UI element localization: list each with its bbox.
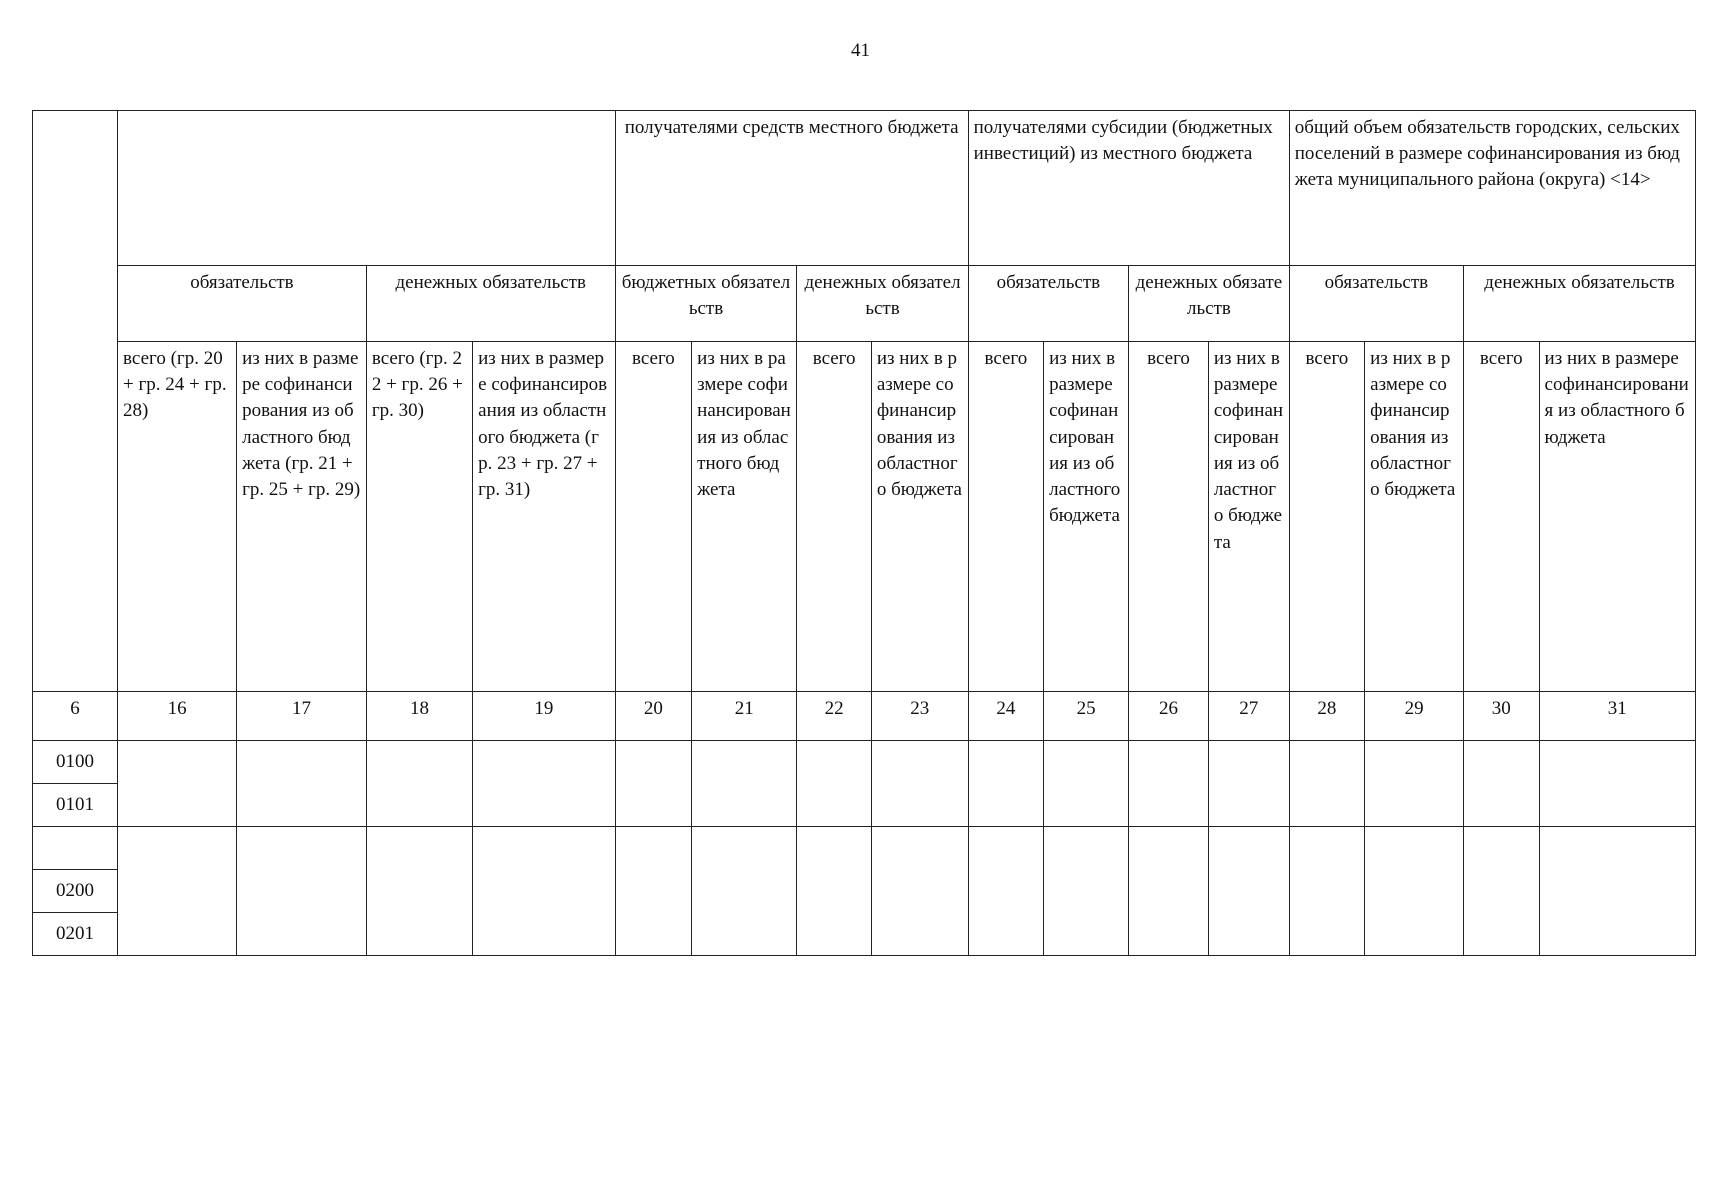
row-code: 0101 xyxy=(33,784,118,827)
header-total: всего xyxy=(797,342,871,692)
column-number: 22 xyxy=(797,692,871,741)
data-cell[interactable] xyxy=(1365,827,1464,956)
data-cell[interactable] xyxy=(1539,741,1695,827)
data-cell[interactable] xyxy=(1129,741,1209,827)
data-cell[interactable] xyxy=(1365,741,1464,827)
data-cell[interactable] xyxy=(797,741,871,827)
table-row xyxy=(33,827,1696,870)
data-cell[interactable] xyxy=(473,741,615,827)
column-number: 29 xyxy=(1365,692,1464,741)
header-monetary: денежных обязательств xyxy=(1464,266,1696,342)
corner-cell xyxy=(33,111,118,692)
header-total: всего xyxy=(615,342,692,692)
header-obligations: обязательств xyxy=(1289,266,1463,342)
header-blank-cell xyxy=(118,111,616,266)
row-code: 0100 xyxy=(33,741,118,784)
header-group-total: общий объем обязательств городских, сельских поселений в размере софинансирования из бюджета муниципального района (округа) <14> xyxy=(1289,111,1695,266)
header-monetary: денежных обязательств xyxy=(366,266,615,342)
data-cell[interactable] xyxy=(615,827,692,956)
data-cell[interactable] xyxy=(1208,741,1289,827)
column-number: 6 xyxy=(33,692,118,741)
data-cell[interactable] xyxy=(473,827,615,956)
header-of-which: из них в размере софинансирования из областного бюджета xyxy=(692,342,797,692)
data-cell[interactable] xyxy=(118,827,237,956)
data-cell[interactable] xyxy=(1464,741,1539,827)
header-group-local: получателями средств местного бюджета xyxy=(615,111,968,266)
data-cell[interactable] xyxy=(968,827,1043,956)
column-number: 18 xyxy=(366,692,472,741)
column-number: 27 xyxy=(1208,692,1289,741)
data-cell[interactable] xyxy=(237,741,367,827)
data-cell[interactable] xyxy=(1289,741,1364,827)
header-total: всего xyxy=(1129,342,1209,692)
header-monetary: денежных обязательств xyxy=(797,266,968,342)
table-row xyxy=(33,741,1696,784)
data-cell[interactable] xyxy=(237,827,367,956)
column-number: 21 xyxy=(692,692,797,741)
header-of-which: из них в размере софинансирования из областного бюджета xyxy=(1539,342,1695,692)
column-number: 24 xyxy=(968,692,1043,741)
row-code xyxy=(33,827,118,870)
header-group-subsidy: получателями субсидии (бюджетных инвестиций) из местного бюджета xyxy=(968,111,1289,266)
data-cell[interactable] xyxy=(1044,741,1129,827)
data-cell[interactable] xyxy=(797,827,871,956)
header-monetary: денежных обязательств xyxy=(1129,266,1290,342)
header-of-which: из них в размере софинансирования из областного бюджета xyxy=(871,342,968,692)
column-number: 23 xyxy=(871,692,968,741)
data-cell[interactable] xyxy=(1129,827,1209,956)
data-cell[interactable] xyxy=(692,827,797,956)
header-col-17: из них в размере софинансирования из областного бюджета (гр. 21 + гр. 25 + гр. 29) xyxy=(237,342,367,692)
row-code: 0200 xyxy=(33,870,118,913)
data-cell[interactable] xyxy=(366,827,472,956)
header-col-16: всего (гр. 20 + гр. 24 + гр. 28) xyxy=(118,342,237,692)
header-of-which: из них в размере софинансирования из областного бюджета xyxy=(1044,342,1129,692)
header-budget-obligations: бюджетных обязательств xyxy=(615,266,797,342)
column-number: 25 xyxy=(1044,692,1129,741)
column-number: 20 xyxy=(615,692,692,741)
data-cell[interactable] xyxy=(968,741,1043,827)
data-cell[interactable] xyxy=(871,827,968,956)
column-number-row xyxy=(33,692,1696,741)
column-number: 17 xyxy=(237,692,367,741)
column-number: 30 xyxy=(1464,692,1539,741)
data-cell[interactable] xyxy=(118,741,237,827)
column-number: 26 xyxy=(1129,692,1209,741)
data-cell[interactable] xyxy=(692,741,797,827)
header-total: всего xyxy=(968,342,1043,692)
header-total: всего xyxy=(1289,342,1364,692)
column-number: 28 xyxy=(1289,692,1364,741)
header-col-18: всего (гр. 22 + гр. 26 + гр. 30) xyxy=(366,342,472,692)
obligations-table xyxy=(32,110,1696,956)
data-cell[interactable] xyxy=(615,741,692,827)
data-cell[interactable] xyxy=(871,741,968,827)
data-cell[interactable] xyxy=(1208,827,1289,956)
column-number: 31 xyxy=(1539,692,1695,741)
data-cell[interactable] xyxy=(1044,827,1129,956)
row-code: 0201 xyxy=(33,913,118,956)
header-col-19: из них в размере софинансирования из областного бюджета (гр. 23 + гр. 27 + гр. 31) xyxy=(473,342,615,692)
data-cell[interactable] xyxy=(1464,827,1539,956)
data-cell[interactable] xyxy=(1289,827,1364,956)
column-number: 19 xyxy=(473,692,615,741)
data-cell[interactable] xyxy=(1539,827,1695,956)
page-number: 41 xyxy=(851,40,870,61)
header-obligations: обязательств xyxy=(968,266,1129,342)
data-cell[interactable] xyxy=(366,741,472,827)
header-of-which: из них в размере софинансирования из областного бюджета xyxy=(1208,342,1289,692)
header-total: всего xyxy=(1464,342,1539,692)
header-of-which: из них в размере софинансирования из областного бюджета xyxy=(1365,342,1464,692)
column-number: 16 xyxy=(118,692,237,741)
header-obligations: обязательств xyxy=(118,266,367,342)
